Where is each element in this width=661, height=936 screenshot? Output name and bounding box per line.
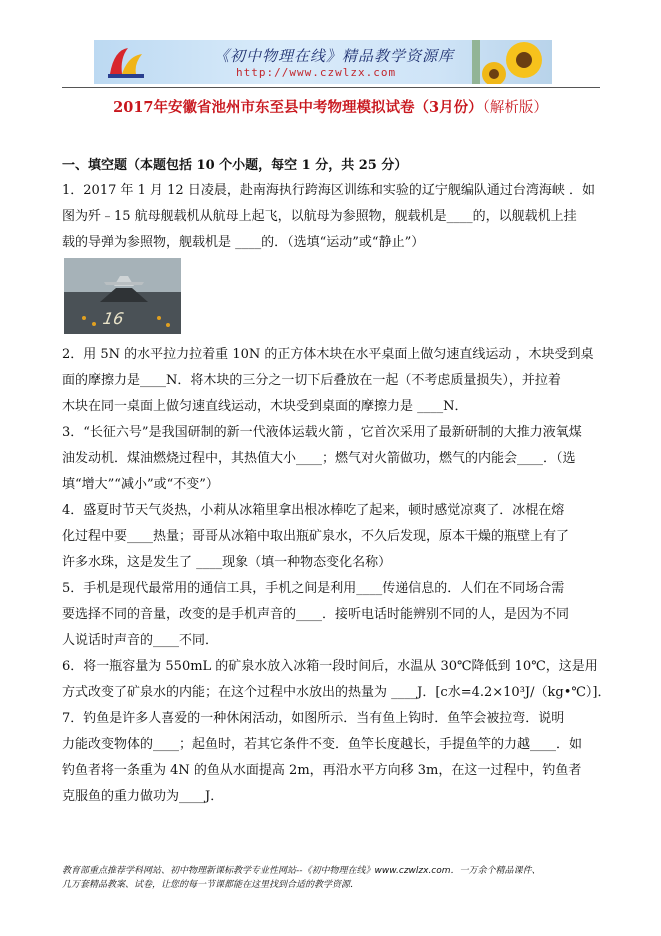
document-title-suffix: （解析版） — [482, 100, 548, 116]
text-line: 钓鱼者将一条重为 4N 的鱼从水面提高 2m，再沿水平方向移 3m，在这一过程中，钓鱼者 — [62, 763, 582, 778]
document-title-main: 2017年安徽省池州市东至县中考物理模拟试卷（3月份） — [113, 99, 483, 116]
header-divider — [62, 87, 600, 88]
text-line: 4．盛夏时节天气炎热，小莉从冰箱里拿出根冰棒吃了起来，顿时感觉凉爽了．冰棍在熔 — [62, 503, 565, 518]
text-line: 填“增大”“减小”或“不变”） — [62, 477, 219, 492]
banner-url: http://www.czwlzx.com — [236, 66, 397, 79]
text-line: 7．钓鱼是许多人喜爱的一种休闲活动，如图所示．当有鱼上钩时．鱼竿会被拉弯．说明 — [62, 711, 565, 726]
header-banner — [94, 40, 552, 84]
text-line: 许多水珠，这是发生了 ____现象（填一种物态变化名称） — [62, 555, 392, 570]
text-line: 5．手机是现代最常用的通信工具，手机之间是利用____传递信息的．人们在不同场合需 — [62, 581, 565, 596]
banner-title: 《初中物理在线》精品教学资源库 — [214, 47, 455, 65]
site-logo-icon — [106, 44, 146, 80]
section-heading: 一、填空题（本题包括 10 个小题，每空 1 分，共 25 分） — [62, 158, 408, 173]
text-line: 面的摩擦力是____N．将木块的三分之一切下后叠放在一起（不考虑质量损失），并拉着 — [62, 373, 561, 388]
text-line: 人说话时声音的____不同． — [62, 633, 219, 648]
sunflower-icon — [472, 40, 552, 84]
document-title — [0, 96, 661, 117]
text-line: 6．将一瓶容量为 550mL 的矿泉水放入冰箱一段时间后，水温从 30℃降低到 10℃，这是用 — [62, 659, 598, 674]
text-line: 1．2017 年 1 月 12 日凌晨，赴南海执行跨海区训练和实验的辽宁舰编队通过台湾海峡 ．如 — [62, 183, 595, 198]
text-line: 要选择不同的音量，改变的是手机声音的____．接听电话时能辨别不同的人，是因为不同 — [62, 607, 570, 622]
text-line: 力能改变物体的____；起鱼时，若其它条件不变．鱼竿长度越长，手提鱼竿的力越____．如 — [62, 737, 583, 752]
svg-text:16: 16 — [101, 309, 126, 328]
text-line: 方式改变了矿泉水的内能；在这个过程中水放出的热量为 ____J．[c水=4.2×10³J/（kg•℃）]． — [62, 685, 611, 700]
text-line: 克服鱼的重力做功为____J． — [62, 789, 224, 804]
text-line: 油发动机．煤油燃烧过程中，其热值大小____；燃气对火箭做功，燃气的内能会____．（选 — [62, 451, 576, 466]
text-line: 载的导弹为参照物，舰载机是 ____的．（选填“运动”或“静止”） — [62, 235, 425, 250]
footer-line-2: 几万套精品教案、试卷，让您的每一节课都能在这里找到合适的教学资源． — [62, 880, 360, 890]
carrier-jet-photo — [64, 258, 181, 334]
text-line: 木块在同一桌面上做匀速直线运动，木块受到桌面的摩擦力是 ____N． — [62, 399, 468, 414]
carrier-jet-image-icon — [64, 258, 181, 334]
text-line: 2．用 5N 的水平拉力拉着重 10N 的正方体木块在水平桌面上做匀速直线运动 ，木块受到桌 — [62, 347, 594, 362]
page-footer — [62, 864, 541, 892]
text-line: 化过程中要____热量；哥哥从冰箱中取出瓶矿泉水，不久后发现，原本干燥的瓶壁上有了 — [62, 529, 570, 544]
footer-line-1: 教育部重点推荐学科网站、初中物理新课标教学专业性网站--《初中物理在线》www.czwlzx.com．一万余个精品课件、 — [62, 866, 541, 876]
text-line: 3．“长征六号”是我国研制的新一代液体运载火箭 ，它首次采用了最新研制的大推力液氧煤 — [62, 425, 582, 440]
text-line: 图为歼﹣15 航母舰载机从航母上起飞，以航母为参照物，舰载机是____的，以舰载机上挂 — [62, 209, 577, 224]
